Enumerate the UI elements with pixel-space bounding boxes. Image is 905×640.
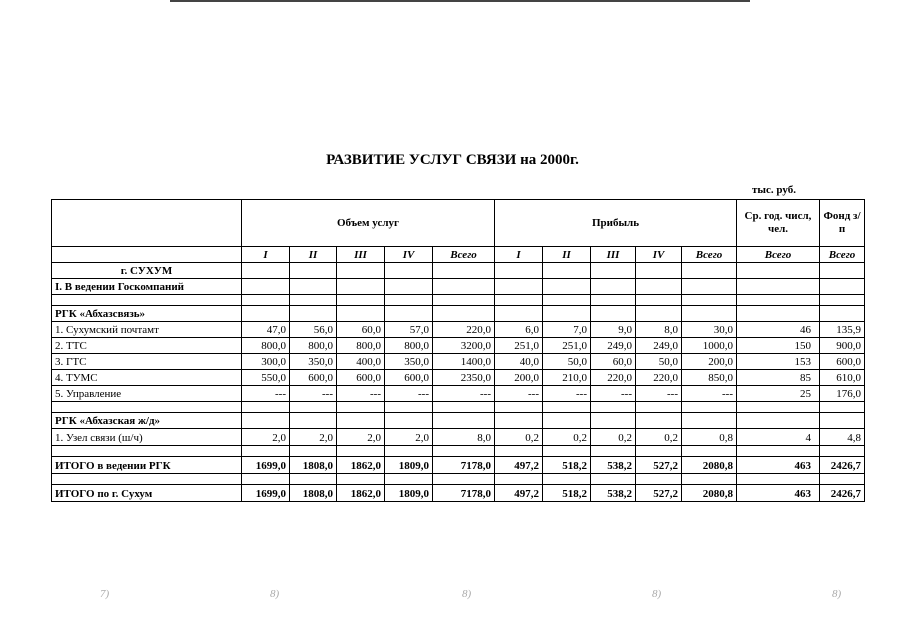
subheader-cell: II: [543, 247, 591, 263]
row-label: 5. Управление: [52, 386, 242, 402]
header-profit: Прибыль: [495, 200, 737, 247]
table-cell: 600,0: [385, 370, 433, 386]
table-cell: 200,0: [682, 354, 737, 370]
table-cell: 800,0: [242, 338, 290, 354]
table-cell: 800,0: [290, 338, 337, 354]
row-label: 1. Узел связи (ш/ч): [52, 429, 242, 446]
section-row-city: [52, 263, 865, 279]
spacer-row: [52, 402, 865, 413]
row-label: 2. ТТС: [52, 338, 242, 354]
table-cell: 7,0: [543, 322, 591, 338]
table-cell: 25: [737, 386, 820, 402]
handwritten-mark: 7): [100, 588, 110, 600]
scan-edge-line: [170, 0, 750, 2]
table-cell: 1808,0: [290, 485, 337, 502]
subheader-cell: IV: [636, 247, 682, 263]
table-cell: 249,0: [636, 338, 682, 354]
table-cell: 518,2: [543, 485, 591, 502]
table-row: [52, 370, 865, 386]
table-cell: 497,2: [495, 485, 543, 502]
section-row-rgk2: [52, 413, 865, 429]
table-cell: ---: [433, 386, 495, 402]
subheader-cell: Всего: [820, 247, 865, 263]
subheader-cell: III: [591, 247, 636, 263]
subheader-cell: Всего: [433, 247, 495, 263]
section-label: I. В ведении Госкомпаний: [52, 279, 242, 295]
table-cell: 1400,0: [433, 354, 495, 370]
section-row-gov: [52, 279, 865, 295]
table-cell: 0,2: [495, 429, 543, 446]
table-cell: 538,2: [591, 485, 636, 502]
table-cell: 251,0: [495, 338, 543, 354]
table-cell: ---: [337, 386, 385, 402]
table-cell: 1699,0: [242, 485, 290, 502]
subheader-cell: III: [337, 247, 385, 263]
table-cell: 0,2: [591, 429, 636, 446]
table-cell: 60,0: [591, 354, 636, 370]
handwritten-mark: 8): [652, 588, 662, 600]
table-row: [52, 338, 865, 354]
table-cell: 2,0: [337, 429, 385, 446]
table-cell: 610,0: [820, 370, 865, 386]
table-cell: 3200,0: [433, 338, 495, 354]
table-cell: 7178,0: [433, 457, 495, 474]
subheader-cell: Всего: [682, 247, 737, 263]
table-cell: 0,2: [543, 429, 591, 446]
table-cell: 85: [737, 370, 820, 386]
table-cell: 350,0: [290, 354, 337, 370]
table-cell: 527,2: [636, 485, 682, 502]
table-cell: 8,0: [636, 322, 682, 338]
table-cell: 2,0: [385, 429, 433, 446]
table-cell: 2350,0: [433, 370, 495, 386]
subheader-cell: I: [495, 247, 543, 263]
row-label: ИТОГО в ведении РГК: [52, 457, 242, 474]
table-cell: 220,0: [591, 370, 636, 386]
table-cell: 153: [737, 354, 820, 370]
table-cell: 550,0: [242, 370, 290, 386]
total-row: [52, 485, 865, 502]
table-cell: 40,0: [495, 354, 543, 370]
table-cell: 800,0: [385, 338, 433, 354]
table-cell: 1862,0: [337, 485, 385, 502]
header-staff: Ср. год. числ, чел.: [737, 200, 820, 247]
table-cell: 249,0: [591, 338, 636, 354]
table-cell: 2080,8: [682, 485, 737, 502]
table-cell: 9,0: [591, 322, 636, 338]
table-cell: 7178,0: [433, 485, 495, 502]
table-cell: 47,0: [242, 322, 290, 338]
table-cell: 210,0: [543, 370, 591, 386]
table-cell: 1808,0: [290, 457, 337, 474]
table-cell: 518,2: [543, 457, 591, 474]
subheader-blank: [52, 247, 242, 263]
table-cell: 850,0: [682, 370, 737, 386]
table-cell: 50,0: [636, 354, 682, 370]
table-cell: ---: [591, 386, 636, 402]
table-cell: 538,2: [591, 457, 636, 474]
table-cell: ---: [543, 386, 591, 402]
table-cell: 1862,0: [337, 457, 385, 474]
table-cell: 251,0: [543, 338, 591, 354]
subheader-cell: II: [290, 247, 337, 263]
table-cell: 0,8: [682, 429, 737, 446]
units-label: тыс. руб.: [752, 184, 796, 196]
table-cell: 6,0: [495, 322, 543, 338]
table-cell: 600,0: [290, 370, 337, 386]
table-cell: 463: [737, 485, 820, 502]
subheader-cell: I: [242, 247, 290, 263]
subheader-row: [52, 247, 865, 263]
table-row: [52, 386, 865, 402]
table-cell: ---: [385, 386, 433, 402]
table-cell: 176,0: [820, 386, 865, 402]
handwritten-mark: 8): [270, 588, 280, 600]
table-cell: 1000,0: [682, 338, 737, 354]
table-cell: 2080,8: [682, 457, 737, 474]
section-row-rgk1: [52, 306, 865, 322]
table-cell: 900,0: [820, 338, 865, 354]
spacer-row: [52, 474, 865, 485]
handwritten-mark: 8): [462, 588, 472, 600]
table-cell: 400,0: [337, 354, 385, 370]
table-cell: ---: [682, 386, 737, 402]
table-cell: 8,0: [433, 429, 495, 446]
table-cell: 600,0: [820, 354, 865, 370]
table-cell: 200,0: [495, 370, 543, 386]
row-label: 3. ГТС: [52, 354, 242, 370]
spacer-row: [52, 295, 865, 306]
table-cell: 1809,0: [385, 457, 433, 474]
table-cell: 800,0: [337, 338, 385, 354]
subheader-cell: Всего: [737, 247, 820, 263]
table-cell: 56,0: [290, 322, 337, 338]
table-cell: 30,0: [682, 322, 737, 338]
table-cell: 600,0: [337, 370, 385, 386]
table-row: [52, 322, 865, 338]
table-cell: ---: [636, 386, 682, 402]
table-cell: 0,2: [636, 429, 682, 446]
table-cell: 497,2: [495, 457, 543, 474]
table-cell: 50,0: [543, 354, 591, 370]
table-cell: 1809,0: [385, 485, 433, 502]
table-cell: 350,0: [385, 354, 433, 370]
table-cell: ---: [495, 386, 543, 402]
row-label: 1. Сухумский почтамт: [52, 322, 242, 338]
table-cell: 220,0: [433, 322, 495, 338]
table-cell: 527,2: [636, 457, 682, 474]
handwritten-mark: 8): [832, 588, 842, 600]
section-label: РГК «Абхазсвязь»: [52, 306, 242, 322]
table-cell: 220,0: [636, 370, 682, 386]
table-row: [52, 429, 865, 446]
table-cell: 135,9: [820, 322, 865, 338]
table-cell: 4,8: [820, 429, 865, 446]
table-cell: ---: [290, 386, 337, 402]
section-label: г. СУХУМ: [52, 263, 242, 279]
header-volume: Объем услуг: [242, 200, 495, 247]
subheader-cell: IV: [385, 247, 433, 263]
table-cell: 4: [737, 429, 820, 446]
table-cell: 2,0: [242, 429, 290, 446]
table-cell: 2426,7: [820, 485, 865, 502]
table-cell: 2,0: [290, 429, 337, 446]
total-row: [52, 457, 865, 474]
table-cell: 300,0: [242, 354, 290, 370]
spacer-row: [52, 446, 865, 457]
table-row: [52, 354, 865, 370]
table-cell: 2426,7: [820, 457, 865, 474]
services-table: [51, 199, 865, 502]
table-cell: 463: [737, 457, 820, 474]
header-fund: Фонд з/п: [820, 200, 865, 247]
table-cell: 57,0: [385, 322, 433, 338]
table-cell: 46: [737, 322, 820, 338]
table-cell: 150: [737, 338, 820, 354]
row-label: ИТОГО по г. Сухум: [52, 485, 242, 502]
row-label: 4. ТУМС: [52, 370, 242, 386]
document-title: РАЗВИТИЕ УСЛУГ СВЯЗИ на 2000г.: [326, 152, 579, 168]
table-cell: ---: [242, 386, 290, 402]
section-label: РГК «Абхазская ж/д»: [52, 413, 242, 429]
table-cell: 60,0: [337, 322, 385, 338]
header-row: [52, 200, 865, 247]
header-blank: [52, 200, 242, 247]
table-cell: 1699,0: [242, 457, 290, 474]
